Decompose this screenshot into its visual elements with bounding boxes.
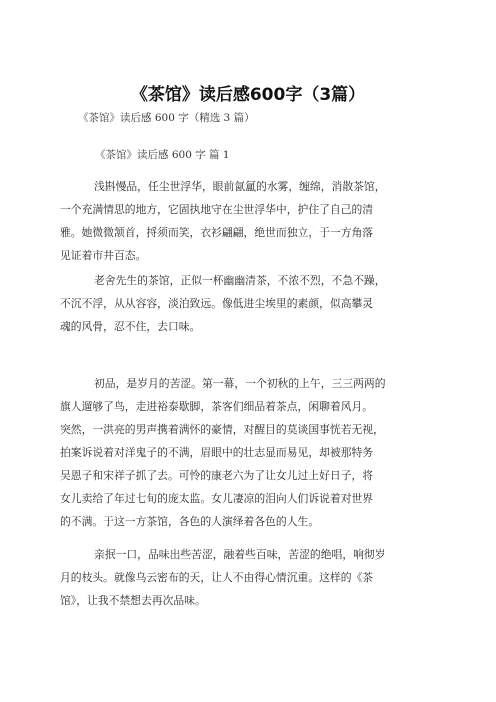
document-title: 《茶馆》读后感600字（3篇）	[130, 85, 366, 105]
paragraph-line: 不沉不浮，从从容容，淡泊致远。像低进尘埃里的素颜，似高攀灵	[60, 297, 374, 310]
paragraph-line: 老舍先生的茶馆，正似一杯幽幽清茶，不浓不烈，不急不躁，	[94, 274, 386, 287]
paragraph-line: 女儿卖给了年过七旬的庞太监。女儿凄凉的泪向人们诉说着对世界	[60, 492, 374, 505]
paragraph-4	[60, 543, 460, 612]
paragraph-line: 一个充满情思的地方，它固执地守在尘世浮华中，护住了自己的清	[60, 203, 374, 216]
paragraph-1	[60, 175, 460, 267]
paragraph-line: 旗人遛够了鸟，走进裕泰歇脚，茶客们细品着茶点，闲聊着风月。	[60, 400, 374, 413]
paragraph-line: 浅斟慢品，任尘世浮华，眼前氤氲的水雾，缠绵，消散茶馆，	[94, 180, 386, 193]
document-subtitle: 《茶馆》读后感 600 字（精选 3 篇）	[78, 112, 255, 124]
paragraph-line: 见证着市井百态。	[60, 249, 147, 262]
paragraph-line: 月的枝头。就像乌云密布的天，让人不由得心情沉重。这样的《茶	[60, 571, 374, 584]
paragraph-line: 吴恩子和宋祥子抓了去。可怜的康老六为了让女儿过上好日子，将	[60, 469, 374, 482]
paragraph-line: 亲抿一口，品味出些苦涩，融着些百味，苦涩的绝唱，响彻岁	[94, 548, 386, 561]
paragraph-line: 魂的风骨，忍不住，去口味。	[60, 320, 201, 333]
paragraph-line: 初品，是岁月的苦涩。第一幕，一个初秋的上午，三三两两的	[94, 377, 386, 390]
paragraph-3	[60, 372, 460, 533]
section-heading: 《茶馆》读后感 600 字 篇 1	[95, 149, 230, 161]
paragraph-line: 的不满。于这一方茶馆，各色的人演绎着各色的人生。	[60, 515, 320, 528]
paragraph-line: 馆》，让我不禁想去再次品味。	[60, 594, 206, 607]
paragraph-line: 雅。她微微颔首，捋须而笑，衣衫翩翩，绝世而独立，于一方角落	[60, 226, 374, 239]
paragraph-line: 拍案诉说着对洋鬼子的不满，眉眼中的壮志显而易见，却被那特务	[60, 446, 374, 459]
paragraph-line: 突然，一洪亮的男声携着满怀的豪情，对醒目的莫谈国事恍若无视，	[60, 423, 384, 436]
paragraph-2	[60, 269, 460, 338]
